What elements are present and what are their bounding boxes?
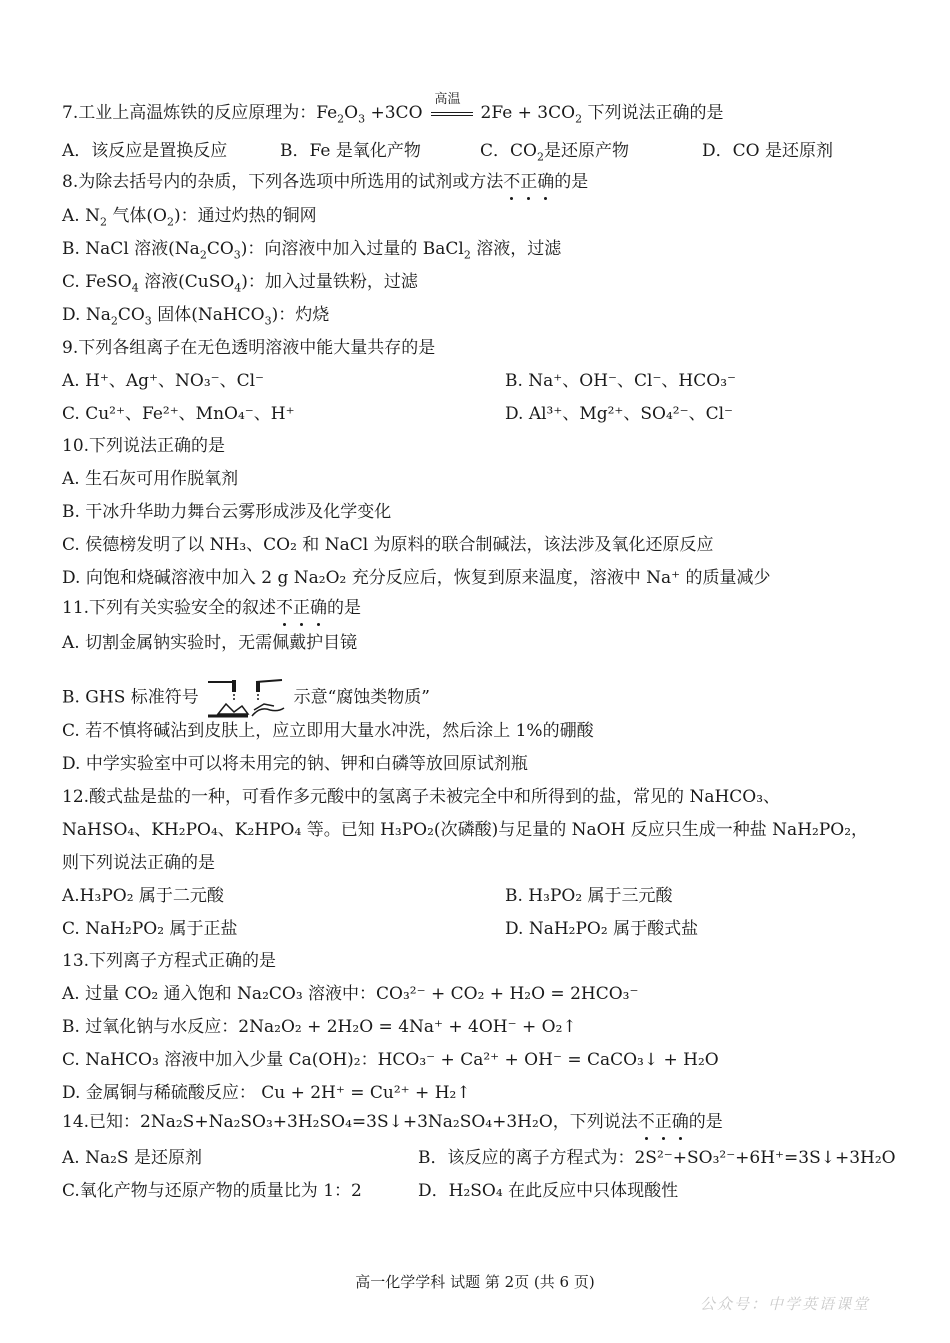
q10-option-b: B. 干冰升华助力舞台云雾形成涉及化学变化 xyxy=(62,502,392,522)
page-footer: 高一化学学科 试题 第 2页 (共 6 页) xyxy=(355,1273,595,1291)
q11-option-c: C. 若不慎将碱沾到皮肤上，应立即用大量水冲洗，然后涂上 1%的硼酸 xyxy=(62,721,594,741)
q10-option-d: D. 向饱和烧碱溶液中加入 2 g Na₂O₂ 充分反应后，恢复到原来温度，溶液中 Na⁺ 的质量减少 xyxy=(62,568,771,588)
q8-option-b: B. NaCl 溶液$(Na_2CO_3)$：向溶液中加入过量的 BaCl$_2$ 溶液，过滤 xyxy=(62,239,562,262)
q11-option-a: A. 切割金属钠实验时，无需佩戴护目镜 xyxy=(62,633,358,653)
watermark: 公众号：中学英语课堂 xyxy=(700,1295,871,1313)
q11-option-d: D. 中学实验室中可以将未用完的钠、钾和白磷等放回原试剂瓶 xyxy=(62,754,528,774)
q11-option-b: B. GHS 标准符号 示意“腐蚀类物质” xyxy=(62,676,430,720)
q12-stem-line3: 则下列说法正确的是 xyxy=(62,853,215,873)
q10-option-c: C. 侯德榜发明了以 NH₃、CO₂ 和 NaCl 为原料的联合制碱法，该法涉及氧化还原反应 xyxy=(62,535,714,555)
q8-stem: 8.为除去括号内的杂质，下列各选项中所选用的试剂或方法不正确的是 xyxy=(62,172,589,192)
reaction-condition: 高温 xyxy=(429,103,475,125)
q12-stem-line1: 12.酸式盐是盐的一种，可看作多元酸中的氢离子未被完全中和所得到的盐，常见的 NaHCO₃、 xyxy=(62,787,781,807)
q13-option-c: C. NaHCO₃ 溶液中加入少量 Ca(OH)₂：HCO₃⁻ + Ca²⁺ + OH⁻ = CaCO₃↓ + H₂O xyxy=(62,1050,719,1070)
q8-option-c: C. FeSO$_4$ 溶液(CuSO$_4$)：加入过量铁粉，过滤 xyxy=(62,272,418,295)
q11-stem: 11.下列有关实验安全的叙述不正确的是 xyxy=(62,598,362,618)
exam-page: 7.工业上高温炼铁的反应原理为：$Fe_2O_3 +3CO$ 高温 $2Fe + 3CO_2$ 下列说法正确的是 A．该反应是置换反应 B．Fe 是氧化产物 C．$CO_2$是还原产物 D．CO 是还原剂 8.为除去括号内的杂质，下列各选项中所选用的试剂或方法不正确的是 A. $N_2$ 气体$(O_2)$：通过灼热的铜网 B. NaCl 溶液$(Na_2CO_3)$：向溶液中加入过量的 BaCl$_2$ 溶液，过滤 C. FeSO$_4$ 溶液(CuSO$_4$)：加入过量铁粉，过滤 D. $Na_2CO_3$ 固体(NaHCO$_3$)：灼烧 9.下列各组离子在无色透明溶液中能大量共存的是 A. H⁺、Ag⁺、NO₃⁻、Cl⁻ B. Na⁺、OH⁻、Cl⁻、HCO₃⁻ C. Cu²⁺、Fe²⁺、MnO₄⁻、H⁺ D. Al³⁺、Mg²⁺、SO₄²⁻、Cl⁻ 10.下列说法正确的是 A. 生石灰可用作脱氧剂 B. 干冰升华助力舞台云雾形成涉及化学变化 C. 侯德榜发明了以 NH₃、CO₂ 和 NaCl 为原料的联合制碱法，该法涉及氧化还原反应 D. 向饱和烧碱溶液中加入 2 g Na₂O₂ 充分反应后，恢复到原来温度，溶液中 Na⁺ 的质量减少 11.下列有关实验安全的叙述不正确的是 A. 切割金属钠实验时，无需佩戴护目镜 B. GHS 标准符号 示意“腐蚀类物质” C. 若不慎将碱沾到皮肤上，应立即用大量水冲洗，然后涂上 1%的硼酸 D. 中学实验室中可以将未用完的钠、钾和白磷等放回原试剂瓶 12.酸式盐是盐的一种，可看作多元酸中的氢离子未被完全中和所得到的盐，常见的 NaHCO₃、 NaHSO₄、KH₂PO₄、K₂HPO₄ 等。已知 H₃PO₂(次磷酸)与足量的 NaOH 反应只生成一种盐 NaH₂PO₂， 则下列说法正确的是 A.H₃PO₂ 属于二元酸 B. H₃PO₂ 属于三元酸 C. NaH₂PO₂ 属于正盐 D. NaH₂PO₂ 属于酸式盐 13.下列离子方程式正确的是 A. 过量 CO₂ 通入饱和 Na₂CO₃ 溶液中：CO₃²⁻ + CO₂ + H₂O = 2HCO₃⁻ B. 过氧化钠与水反应：2Na₂O₂ + 2H₂O = 4Na⁺ + 4OH⁻ + O₂↑ C. NaHCO₃ 溶液中加入少量 Ca(OH)₂：HCO₃⁻ + Ca²⁺ + OH⁻ = CaCO₃↓ + H₂O D. 金属铜与稀硫酸反应： Cu + 2H⁺ = Cu²⁺ + H₂↑ 14.已知：2Na₂S+Na₂SO₃+3H₂SO₄=3S↓+3Na₂SO₄+3H₂O，下列说法不正确的是 A. Na₂S 是还原剂 B．该反应的离子方程式为：2S²⁻+SO₃²⁻+6H⁺=3S↓+3H₂O C.氧化产物与还原产物的质量比为 1：2 D．H₂SO₄ 在此反应中只体现酸性 高一化学学科 试题 第 2页 (共 6 页) 公众号：中学英语课堂 xyxy=(0,0,950,1343)
q12-stem-line2: NaHSO₄、KH₂PO₄、K₂HPO₄ 等。已知 H₃PO₂(次磷酸)与足量的 NaOH 反应只生成一种盐 NaH₂PO₂， xyxy=(62,820,869,840)
q7-stem: 7.工业上高温炼铁的反应原理为：$Fe_2O_3 +3CO$ 高温 $2Fe + 3CO_2$ 下列说法正确的是 xyxy=(62,91,724,126)
q14-stem: 14.已知：2Na₂S+Na₂SO₃+3H₂SO₄=3S↓+3Na₂SO₄+3H₂O，下列说法不正确的是 xyxy=(62,1112,723,1132)
q13-stem: 13.下列离子方程式正确的是 xyxy=(62,951,277,971)
corrosive-ghs-icon xyxy=(204,676,288,720)
q13-option-d: D. 金属铜与稀硫酸反应： Cu + 2H⁺ = Cu²⁺ + H₂↑ xyxy=(62,1083,471,1103)
q8-option-d: D. $Na_2CO_3$ 固体(NaHCO$_3$)：灼烧 xyxy=(62,305,330,328)
q13-option-b: B. 过氧化钠与水反应：2Na₂O₂ + 2H₂O = 4Na⁺ + 4OH⁻ + O₂↑ xyxy=(62,1017,577,1037)
q10-option-a: A. 生石灰可用作脱氧剂 xyxy=(62,469,239,489)
q9-stem: 9.下列各组离子在无色透明溶液中能大量共存的是 xyxy=(62,338,436,358)
q10-stem: 10.下列说法正确的是 xyxy=(62,436,226,456)
q8-option-a: A. $N_2$ 气体$(O_2)$：通过灼热的铜网 xyxy=(62,206,317,229)
q13-option-a: A. 过量 CO₂ 通入饱和 Na₂CO₃ 溶液中：CO₃²⁻ + CO₂ + H₂O = 2HCO₃⁻ xyxy=(62,984,639,1004)
